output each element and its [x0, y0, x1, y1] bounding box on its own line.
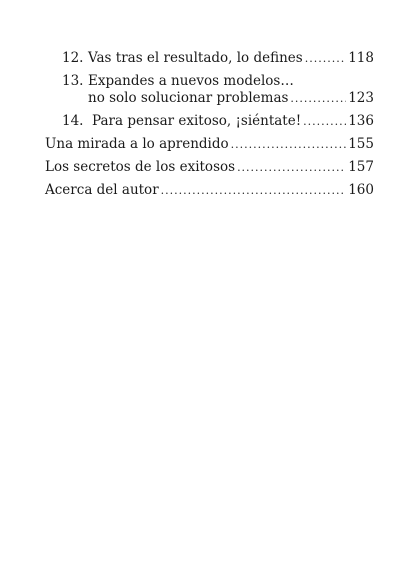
toc-entry-14 [62, 113, 374, 130]
toc-entry-title: Los secretos de los exitosos [45, 159, 236, 175]
toc-entry-number: 13. [62, 73, 84, 89]
toc-leader-dots [303, 113, 346, 130]
toc-entry-title: Acerca del autor [45, 182, 159, 198]
toc-entry-page: 160 [348, 182, 374, 198]
toc-entry-page: 123 [348, 90, 374, 106]
toc-entry-13-line2 [88, 90, 374, 107]
toc-entry-page: 118 [348, 50, 374, 66]
toc-leader-dots [237, 159, 346, 176]
toc-entry-number: 12. [62, 50, 84, 66]
toc-entry-13-line1 [62, 73, 294, 90]
toc-leader-dots [290, 90, 346, 107]
toc-entry-title: Una mirada a lo aprendido [45, 136, 229, 152]
toc-entry-title: Para pensar exitoso, ¡siéntate! [92, 113, 302, 129]
toc-entry-12 [62, 50, 374, 67]
toc-entry-page: 157 [348, 159, 374, 175]
toc-entry-acerca-del-autor [45, 182, 374, 199]
toc-leader-dots [161, 182, 347, 199]
toc-entry-los-secretos [45, 159, 374, 176]
toc-entry-title: Expandes a nuevos modelos… [88, 73, 294, 89]
toc-entry-page: 155 [348, 136, 374, 152]
toc-entry-una-mirada [45, 136, 374, 153]
toc-entry-title: Vas tras el resultado, lo defines [88, 50, 303, 66]
toc-entry-title-continued: no solo solucionar problemas [88, 90, 289, 106]
toc-leader-dots [231, 136, 347, 153]
toc-entry-number: 14. [62, 113, 84, 129]
toc-entry-page: 136 [348, 113, 374, 129]
toc-leader-dots [305, 50, 347, 67]
